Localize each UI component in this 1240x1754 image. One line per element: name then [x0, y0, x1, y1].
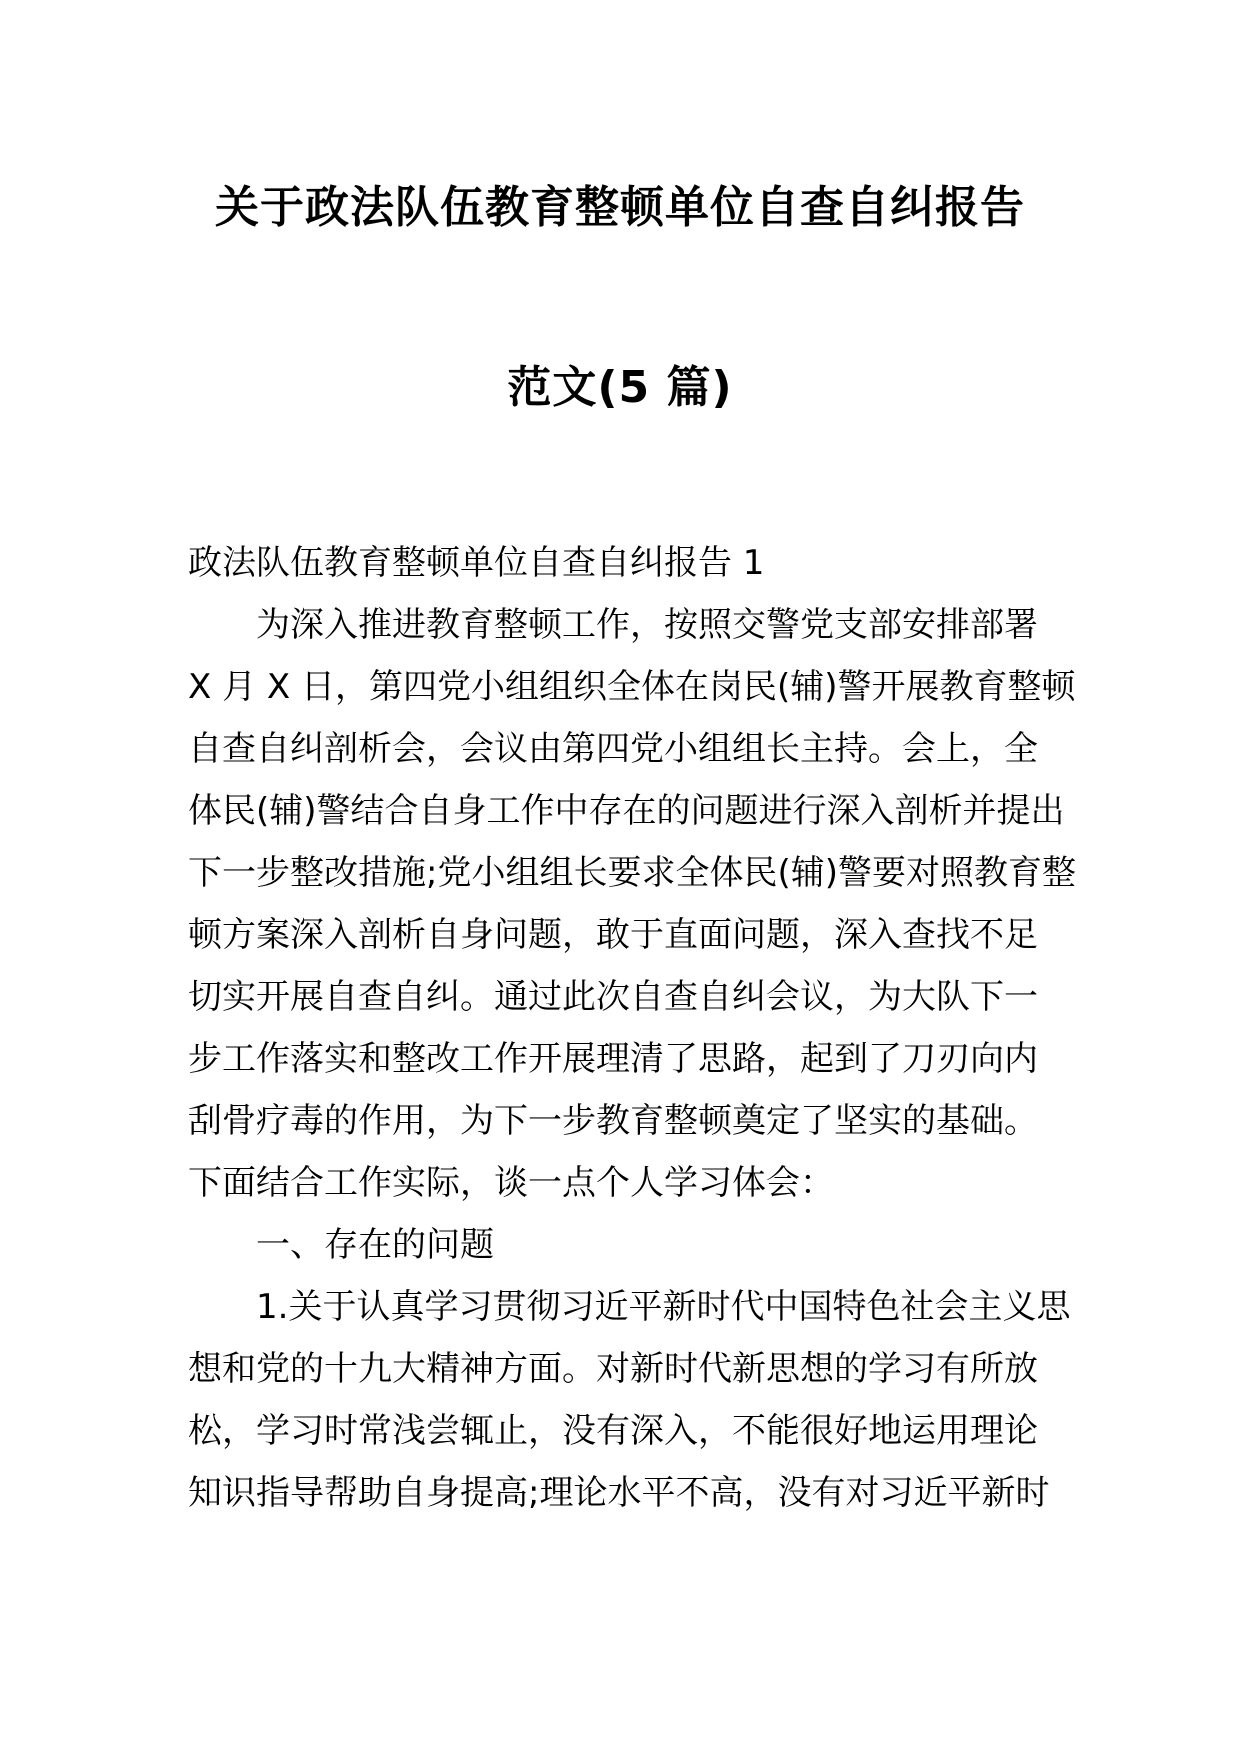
body-line: 刮骨疗毒的作用，为下一步教育整顿奠定了坚实的基础。 [188, 1101, 1038, 1141]
body-line: 想和党的十九大精神方面。对新时代新思想的学习有所放 [188, 1349, 1038, 1389]
body-line: 下一步整改措施;党小组组长要求全体民(辅)警要对照教育整 [188, 853, 1076, 893]
body-line: X 月 X 日，第四党小组组织全体在岗民(辅)警开展教育整顿 [188, 667, 1076, 707]
body-line: 下面结合工作实际，谈一点个人学习体会： [188, 1163, 834, 1203]
body-line: 1.关于认真学习贯彻习近平新时代中国特色社会主义思 [256, 1287, 1071, 1327]
body-line: 为深入推进教育整顿工作，按照交警党支部安排部署 [256, 605, 1038, 645]
subsection-heading: 一、存在的问题 [256, 1225, 494, 1265]
body-line: 松，学习时常浅尝辄止，没有深入，不能很好地运用理论 [188, 1411, 1038, 1451]
body-line: 步工作落实和整改工作开展理清了思路，起到了刀刃向内 [188, 1039, 1038, 1079]
body-line: 切实开展自查自纠。通过此次自查自纠会议，为大队下一 [188, 977, 1038, 1017]
section-heading: 政法队伍教育整顿单位自查自纠报告 1 [188, 543, 765, 583]
document-title-line-1: 关于政法队伍教育整顿单位自查自纠报告 [215, 182, 1025, 233]
document-title-line-2: 范文(5 篇) [507, 362, 733, 413]
body-line: 自查自纠剖析会，会议由第四党小组组长主持。会上，全 [188, 729, 1038, 769]
body-line: 体民(辅)警结合自身工作中存在的问题进行深入剖析并提出 [188, 791, 1065, 831]
body-line: 顿方案深入剖析自身问题，敢于直面问题，深入查找不足 [188, 915, 1038, 955]
body-line: 知识指导帮助自身提高;理论水平不高，没有对习近平新时 [188, 1473, 1050, 1513]
